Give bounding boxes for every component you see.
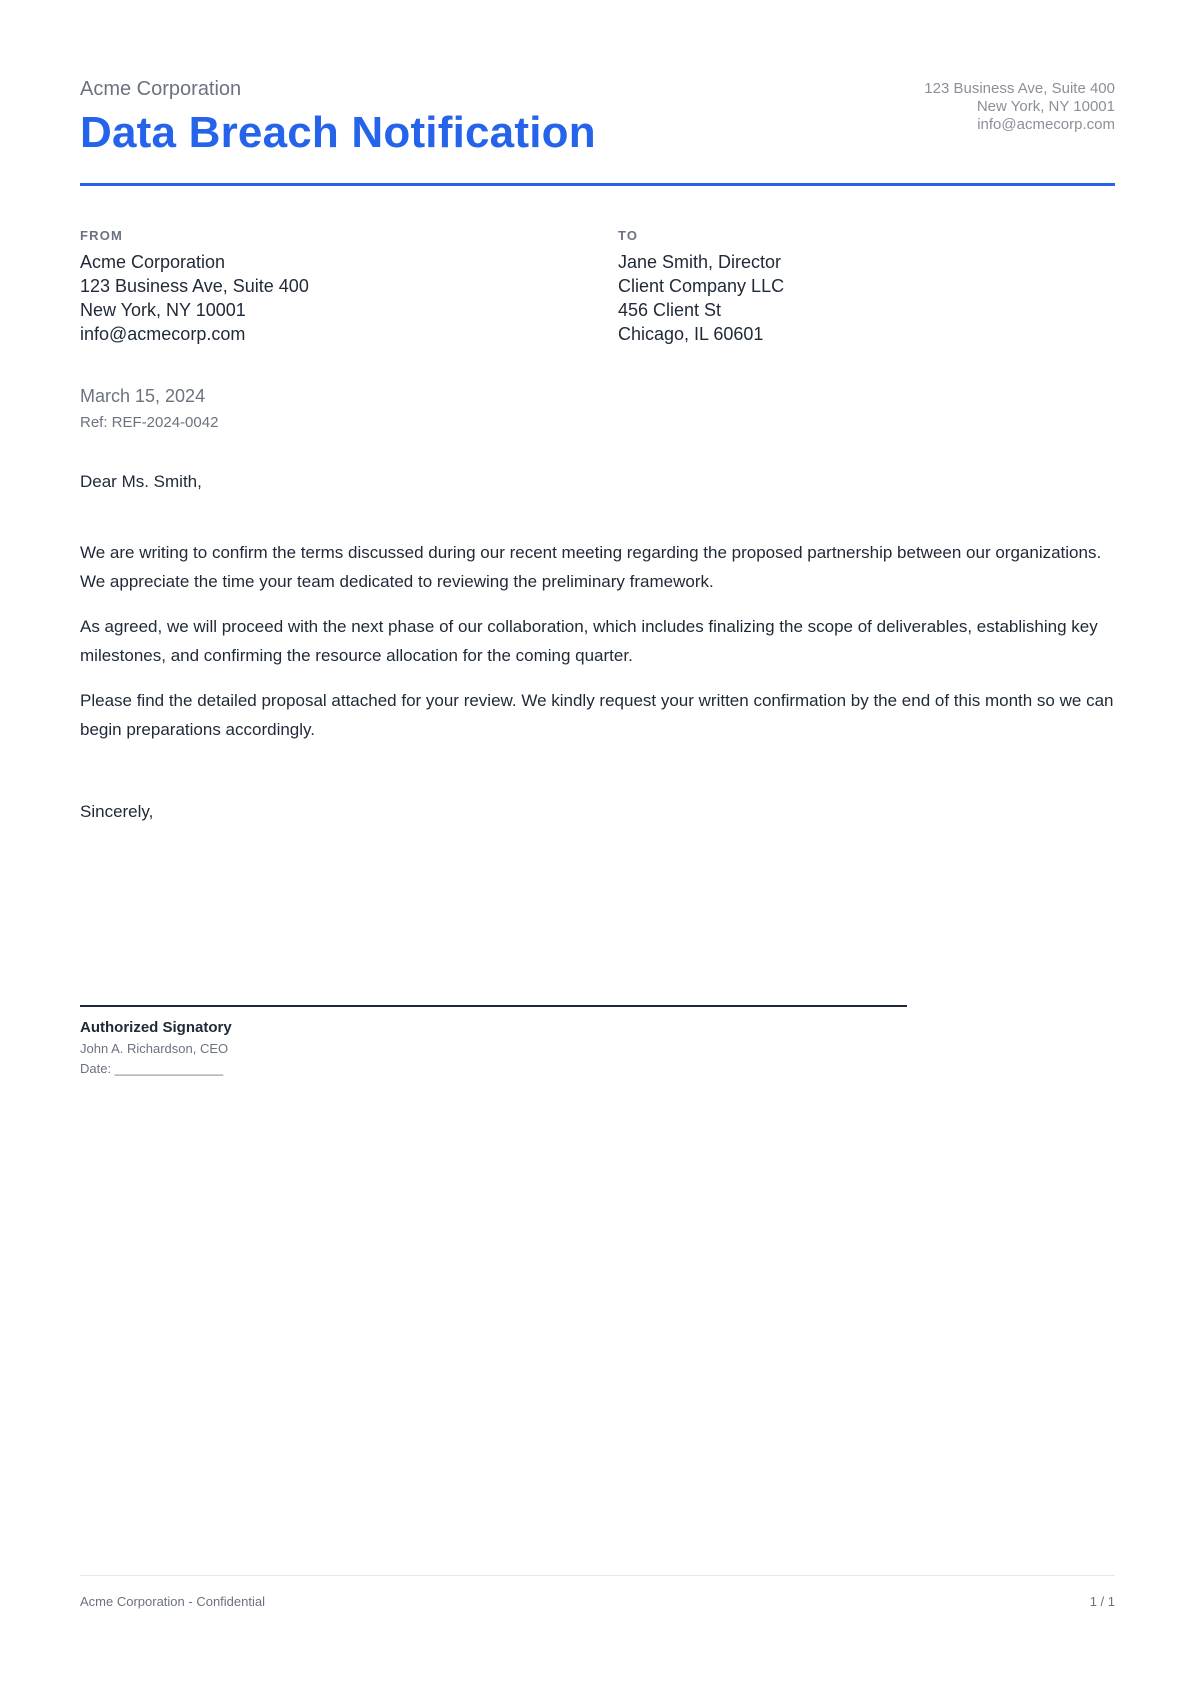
header-address-line: New York, NY 10001 <box>976 98 1115 115</box>
recipient-line: Client Company LLC <box>618 276 785 296</box>
footer-divider <box>80 1575 1115 1576</box>
letterhead <box>80 78 1115 188</box>
salutation: Dear Ms. Smith, <box>80 472 202 491</box>
document-title: Data Breach Notification <box>80 108 596 157</box>
header-address-line: 123 Business Ave, Suite 400 <box>924 80 1115 97</box>
signature-line <box>80 1005 907 1007</box>
header-email: info@acmecorp.com <box>977 116 1115 133</box>
reference-number: Ref: REF-2024-0042 <box>80 414 219 431</box>
sender-email: info@acmecorp.com <box>80 324 246 344</box>
body-paragraph: Please find the detailed proposal attached for your review. We kindly request your written confirmation by the end of this month so we can begin preparations accordingly. <box>80 691 1114 739</box>
sender-line: New York, NY 10001 <box>80 300 246 320</box>
recipient-line: Chicago, IL 60601 <box>618 324 764 344</box>
body-paragraph: As agreed, we will proceed with the next phase of our collaboration, which includes finalizing the scope of deliverables, establishing key milestones, and confirming the resource allocation for the coming quarter. <box>80 617 1098 665</box>
signature-date: Date: _______________ <box>80 1061 224 1076</box>
sender-label: FROM <box>80 228 124 243</box>
header-divider <box>80 183 1115 186</box>
footer-confidential: Acme Corporation - Confidential <box>80 1594 265 1609</box>
recipient-line: Jane Smith, Director <box>618 252 782 272</box>
page-number: 1 / 1 <box>1089 1594 1115 1609</box>
recipient-label: TO <box>618 228 639 243</box>
signatory-title: Authorized Signatory <box>80 1019 232 1036</box>
letter-date: March 15, 2024 <box>80 386 206 406</box>
closing: Sincerely, <box>80 802 154 821</box>
header-address <box>924 80 1115 134</box>
company-name: Acme Corporation <box>80 78 242 100</box>
letter-body <box>80 538 1115 760</box>
sender-block <box>80 228 309 346</box>
recipient-block <box>618 228 784 346</box>
sender-line: Acme Corporation <box>80 252 226 272</box>
signatory-name: John A. Richardson, CEO <box>80 1041 229 1056</box>
body-paragraph: We are writing to confirm the terms discussed during our recent meeting regarding the proposed partnership between our organizations. We appreciate the time your team dedicated to reviewing the preliminary framework. <box>80 543 1102 591</box>
recipient-line: 456 Client St <box>618 300 722 320</box>
sender-line: 123 Business Ave, Suite 400 <box>80 276 309 296</box>
letter-page <box>80 0 1115 1683</box>
